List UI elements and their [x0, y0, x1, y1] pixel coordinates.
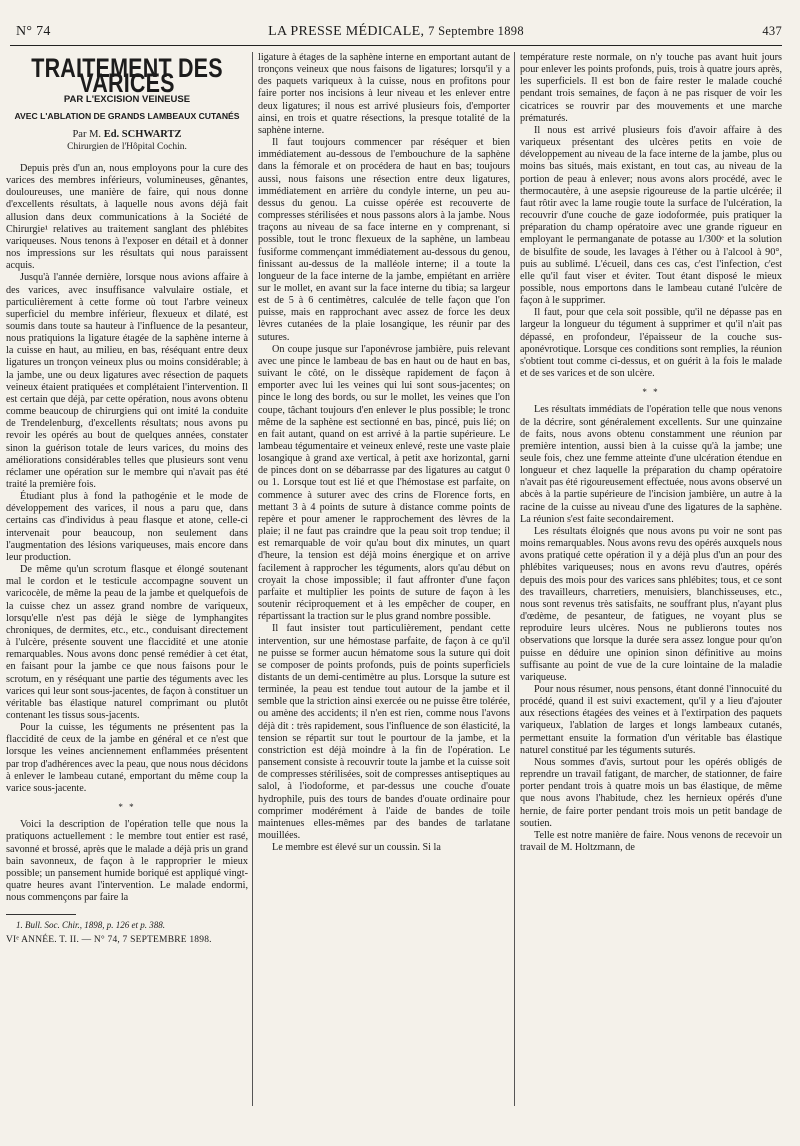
paragraph: température reste normale, on n'y touche pas avant huit jours pour enlever les points profonds, puis, trois à quatre jours après, les superficiels. Il est bon de faire rester le malade couché pendant trois semaines, de façon à ne pas risquer de voir les cicatrices se rouvrir par des mouvements et une marche prématurés. [520, 52, 782, 124]
paragraph: Il faut, pour que cela soit possible, qu'il ne dépasse pas en largeur la longueur du tégument à supprimer et qu'il n'ait pas dépassé, en profondeur, l'épaisseur de la couche sus-aponévrotique. Lorsque ces conditions sont remplies, la réunion s'obtient tout comme ci-dessus, et on guérit à la fois le malade et de ses varices et de son ulcère. [520, 307, 782, 380]
column-1 [6, 52, 248, 1128]
paragraph: On coupe jusque sur l'aponévrose jambière, puis relevant avec une pince le lambeau de bas en haut ou de haut en bas, suivant le côté, on le dissèque rapidement de façon à emporter avec lui les veines qui lui sont sous-jacentes; on pince le long des bords, ou sur le mollet, les veines que l'on coupe, tâchant toujours d'en enlever le plus possible; le tronc même de la saphène est sectionné en bas, pincé, puis lié; on en fait autant, quand on est arrivé à la partie supérieure. Le lambeau tégumentaire et veineux enlevé, reste une vaste plaie losangique à grand axe vertical, à petit axe horizontal, garni de pinces dont on se débarrasse par des ligatures au catgut 0 ou 1. Lorsque tout est lié et que l'hémostase est parfaite, on commence à suturer avec des crins de Florence forts, en mettant 3 à 4 points de suture à distance comme points de repère et pour amener le rapprochement des lèvres de la plaie; il ne faut pas craindre que la peau soit trop tendue; il est remarquable de voir qu'au bout dix minutes, un quart d'heure, la tension est déjà moins énergique et on arrive facilement à rapprocher les téguments, alors qu'au début on croyait la chose impossible; il faut affronter d'une façon parfaite et multiplier les points de suture de façon à les soutenir réciproquement et à les empêcher de couper, en répartissant la traction sur le plus grand nombre possible. [258, 343, 510, 623]
paragraph: Telle est notre manière de faire. Nous venons de recevoir un travail de M. Holtzmann, de [520, 829, 782, 853]
header-rule [10, 45, 782, 46]
author-name: Ed. SCHWARTZ [103, 128, 182, 140]
page-header [10, 24, 782, 44]
paragraph: Étudiant plus à fond la pathogénie et le mode de développement des varices, il nous a paru que, dans certains cas d'individus à peau flasque et atone, celle-ci intervenait pour beaucoup, non seulement dans l'augmentation des lésions variqueuses, mais encore dans leur production. [6, 491, 248, 563]
page-number: 437 [762, 24, 782, 38]
paragraph: Il faut toujours commencer par réséquer et bien immédiatement au-dessous de l'embouchure de la saphène dans la fémorale et on procédera de haut en bas; toujours aussi, nous faisons une résection entre deux ligatures, immédiatement en arrière du condyle interne, un peu au-dessus du genou. La cuisse opérée est recouverte de compresses stérilisées et nous passons alors à la jambe. Nous traçons au niveau de sa face interne en y comprenant, si possible, tout le tronc flexueux de la saphène, un lambeau fusiforme commençant immédiatement au-dessous du genou, finissant au-dessus de la malléole interne; il a toute la longueur de la face interne de la jambe, empiétant en arrière sur le mollet, en avant sur la face interne du tibia; sa largeur est de 5 à 6 centimètres, calculée de telle façon que l'on puisse, mais en rapprochant avec assez de force les deux lèvres cutanées de la plaie losangique, les réunir par des sutures. [258, 137, 510, 343]
author-role: Chirurgien de l'Hôpital Cochin. [67, 141, 187, 152]
masthead [10, 24, 782, 40]
journal-name: LA PRESSE MÉDICALE, [268, 24, 425, 39]
paragraph: Les résultats éloignés que nous avons pu voir ne sont pas moins remarquables. Nous avons revu des opérés auxquels nous avons pratiqué cette opération il y a déjà plus d'un an pour des phlébites variqueuses; nous en avons revu d'autres, opérés depuis des mois pour des varices sans phlébites; tous, et ce sont des travailleurs, charretiers, menuisiers, blanchisseuses, etc., nous sont revenus très satisfaits, ne souffrant plus, n'ayant plus d'œdème, de pesanteur, de fatigues, ne voyant plus se reproduire leurs ulcères. Nous ne publierons toutes nos observations que lorsque la durée sera assez longue pour qu'on puisse en déduire une opinion sinon définitive au moins suffisante au point de vue de la cure lointaine de la maladie variqueuse. [520, 525, 782, 683]
paragraph: Il faut insister tout particulièrement, pendant cette intervention, sur une hémostase parfaite, de façon à ce qu'il ne puisse se former aucun hématome sous la suture qui doit se composer de points profonds, puis de points superficiels distants de un demi-centimètre au plus. Lorsque la suture est terminée, la peau est tendue tout autour de la jambe et il semble que la striction ainsi exercée ou ne puisse être tolérée, ou amène des accidents; il n'en est rien, comme nous l'avons déjà dit : très rapidement, sous l'influence de son élasticité, la tension se répartit sur tout le pourtour de la jambe, et la constriction est déjà moindre à la fin de l'opération. Le pansement consiste à recouvrir toute la jambe et la cuisse soit de compresses stérilisées, soit de compresses antiseptiques au salol, à l'iodoforme, et par-dessus une couche d'ouate hydrophile, puis des tours de bandes d'ouate ordinaire pour comprimer modérément à l'aide de bandes de toile maintenues elles-mêmes par des bandes de tarlatane mouillées. [258, 623, 510, 841]
page-footer: VIᵉ ANNÉE. T. II. — N° 74, 7 SEPTEMBRE 1898. [6, 935, 212, 946]
issue-date: 7 Septembre 1898 [428, 24, 524, 38]
footnote-rule [6, 914, 76, 915]
article-subtitle: PAR L'EXCISION VEINEUSE [63, 94, 191, 106]
section-separator: * * [118, 802, 136, 813]
author-prefix: Par M. [72, 128, 102, 140]
paragraph: Pour nous résumer, nous pensons, étant donné l'innocuité du procédé, quand il est suivi exactement, qu'il y a lieu d'ajouter aux résections étagées des veines et à l'extirpation des paquets variqueux, l'ablation de larges et longs lambeaux cutanés, permettant ensuite la formation d'un véritable bas élastique naturel constitué par les téguments suturés. [520, 683, 782, 756]
article-title: TRAITEMENT DES VARICES [31, 53, 223, 99]
paragraph: Pour la cuisse, les téguments ne présentent pas la flaccidité de ceux de la jambe en général et ce n'est que lorsque les veines anciennement enflammées présentent par trop d'adhérences avec la peau, que nous nous décidons à enlever le lambeau cutané, emportant du même coup la varice sous-jacente. [6, 722, 248, 794]
section-separator: * * [642, 387, 660, 398]
paragraph: De même qu'un scrotum flasque et élongé soutenant mal le cordon et le testicule accompagne souvent un varicocèle, de même la peau de la jambe et quelquefois de la cuisse chez un assez grand nombre de variqueux, lorsqu'elle n'est pas déjà le siège de lymphangites chroniques, de dermites, etc., etc., conduisant directement à l'ulcère, présente souvent une flaccidité et une atonie remarquables. Nous avons donc pensé remédier à cet état, en faisant pour la jambe ce que nous faisons pour le scrotum, en y réséquant une partie des téguments avec les varices qui leur sont sous-jacentes, de façon à constituer un véritable bas élastique naturel comprimant ou plutôt contenant les tissus sous-jacents. [6, 564, 248, 721]
paragraph: Nous sommes d'avis, surtout pour les opérés obligés de reprendre un travail fatigant, de marcher, de stationner, de faire porter pendant trois à quatre mois un bas élastique, de même que nous avons l'habitude, chez les hernieux opérés d'une hernie, de faire porter pendant trois mois un petit bandage de soutien. [520, 756, 782, 829]
footnote: 1. Bull. Soc. Chir., 1898, p. 126 et p. 388. [16, 920, 165, 931]
paragraph: Voici la description de l'opération telle que nous la pratiquons actuellement : le membre tout entier est rasé, savonné et brossé, après que le malade a déjà pris un grand bain savonneux, de façon à le rapproprier le mieux possible; un pansement humide boriqué est appliqué vingt-quatre heures avant l'intervention. Le malade endormi, nous commençons par faire la [6, 819, 248, 904]
paragraph: Les résultats immédiats de l'opération telle que nous venons de la décrire, sont généralement excellents. Sur une quinzaine de faits, nous avons obtenu constamment une réunion par première intention, aussi bien à la cuisse qu'à la jambe; une seule fois, chez une femme atteinte d'une ulcération étendue en longueur et chez laquelle la préparation du champ opératoire n'avait pas été rigoureusement effectuée, nous avons observé un abcès à la partie supérieure de l'incision jambière, un autre à la racine de la cuisse au niveau d'une des ligatures de la saphène. La réunion s'est faite secondairement. [520, 404, 782, 525]
paragraph: Jusqu'à l'année dernière, lorsque nous avions affaire à des varices, avec insuffisance valvulaire ostiale, et particulièrement à cette forme où tout l'arbre veineux superficiel du membre inférieur, flexueux et dilaté, est soumis dans toute sa hauteur à l'influence de la pesanteur, nous pratiquions la ligature étagée de la saphène interne à la cuisse en haut, au milieu, en bas, réséquant entre deux ligatures un tronçon veineux plus ou moins considérable; à la jambe, une ou deux ligatures avec résection de paquets veineux étaient pratiquées et complétaient l'intervention. Il est certain que déjà, par cette opération, nous avons obtenu comme beaucoup de chirurgiens qui ont imité la conduite de Trendelenburg, d'excellents résultats; nous avons pu revoir les opérés au bout de quelques années, constater sinon la guérison totale de leurs varices, du moins des améliorations considérables telles que plusieurs sont venu réclamer une opération sur le membre qui n'avait pas été traité la première fois. [6, 272, 248, 490]
issue-number: N° 74 [16, 24, 51, 39]
column-divider [252, 52, 253, 1106]
column-2 [258, 52, 510, 1128]
paragraph: ligature à étages de la saphène interne en emportant autant de tronçons veineux que nous faisons de ligatures; lorsqu'il y a des paquets variqueux à la cuisse, nous en profitons pour faire porter nos incisions à leur niveau et les enlever entre deux ligatures; il nous est arrivé plusieurs fois, d'emporter ainsi, en trois et quatre résections, la presque totalité de la saphène interne. [258, 52, 510, 136]
column-divider [514, 52, 515, 1106]
column-3 [520, 52, 782, 1128]
paragraph: Depuis près d'un an, nous employons pour la cure des varices des membres inférieurs, volumineuses, gênantes, douloureuses, une manière de faire, qui nous donne d'excellents résultats, à laquelle nous avons déjà fait allusion dans deux communications à la Société de Chirurgie¹ relatives au traitement sanglant des phlébites variqueuses. Nous tenons à l'exposer en détail et à donner nos impressions sur les résultats qui nous paraissent acquis. [6, 162, 248, 272]
author-line [6, 129, 248, 141]
paragraph: Il nous est arrivé plusieurs fois d'avoir affaire à des variqueux présentant des ulcères petits en voie de développement au niveau de la face interne de la jambe, plus ou moins bas situés, mais existant, en tout cas, au niveau de la portion de peau à enlever; nous avons alors procédé, avec le thermocautère, à une asepsie rigoureuse de la partie ulcérée; il faut rôtir avec la lame rougie toute la surface de l'ulcération, la recouvrir d'une couche de gaze iodoformée, puis pratiquer la préparation du champ opératoire avec une grande rigueur en employant le permanganate de potasse au 1/300ᵉ et la solution de bisulfite de soude, les lavages à l'éther ou à l'alcool à 90°, puis au sublimé. L'écueil, dans ces cas, c'est l'infection, c'est elle qu'il faut viser et éviter. Tout étant disposé le mieux possible, nous emportons dans le lambeau cutané l'ulcère de façon à le supprimer. [520, 124, 782, 307]
article-subtitle-2: AVEC L'ABLATION DE GRANDS LAMBEAUX CUTANÉS [14, 111, 240, 122]
paragraph: Le membre est élevé sur un coussin. Si la [272, 842, 441, 854]
